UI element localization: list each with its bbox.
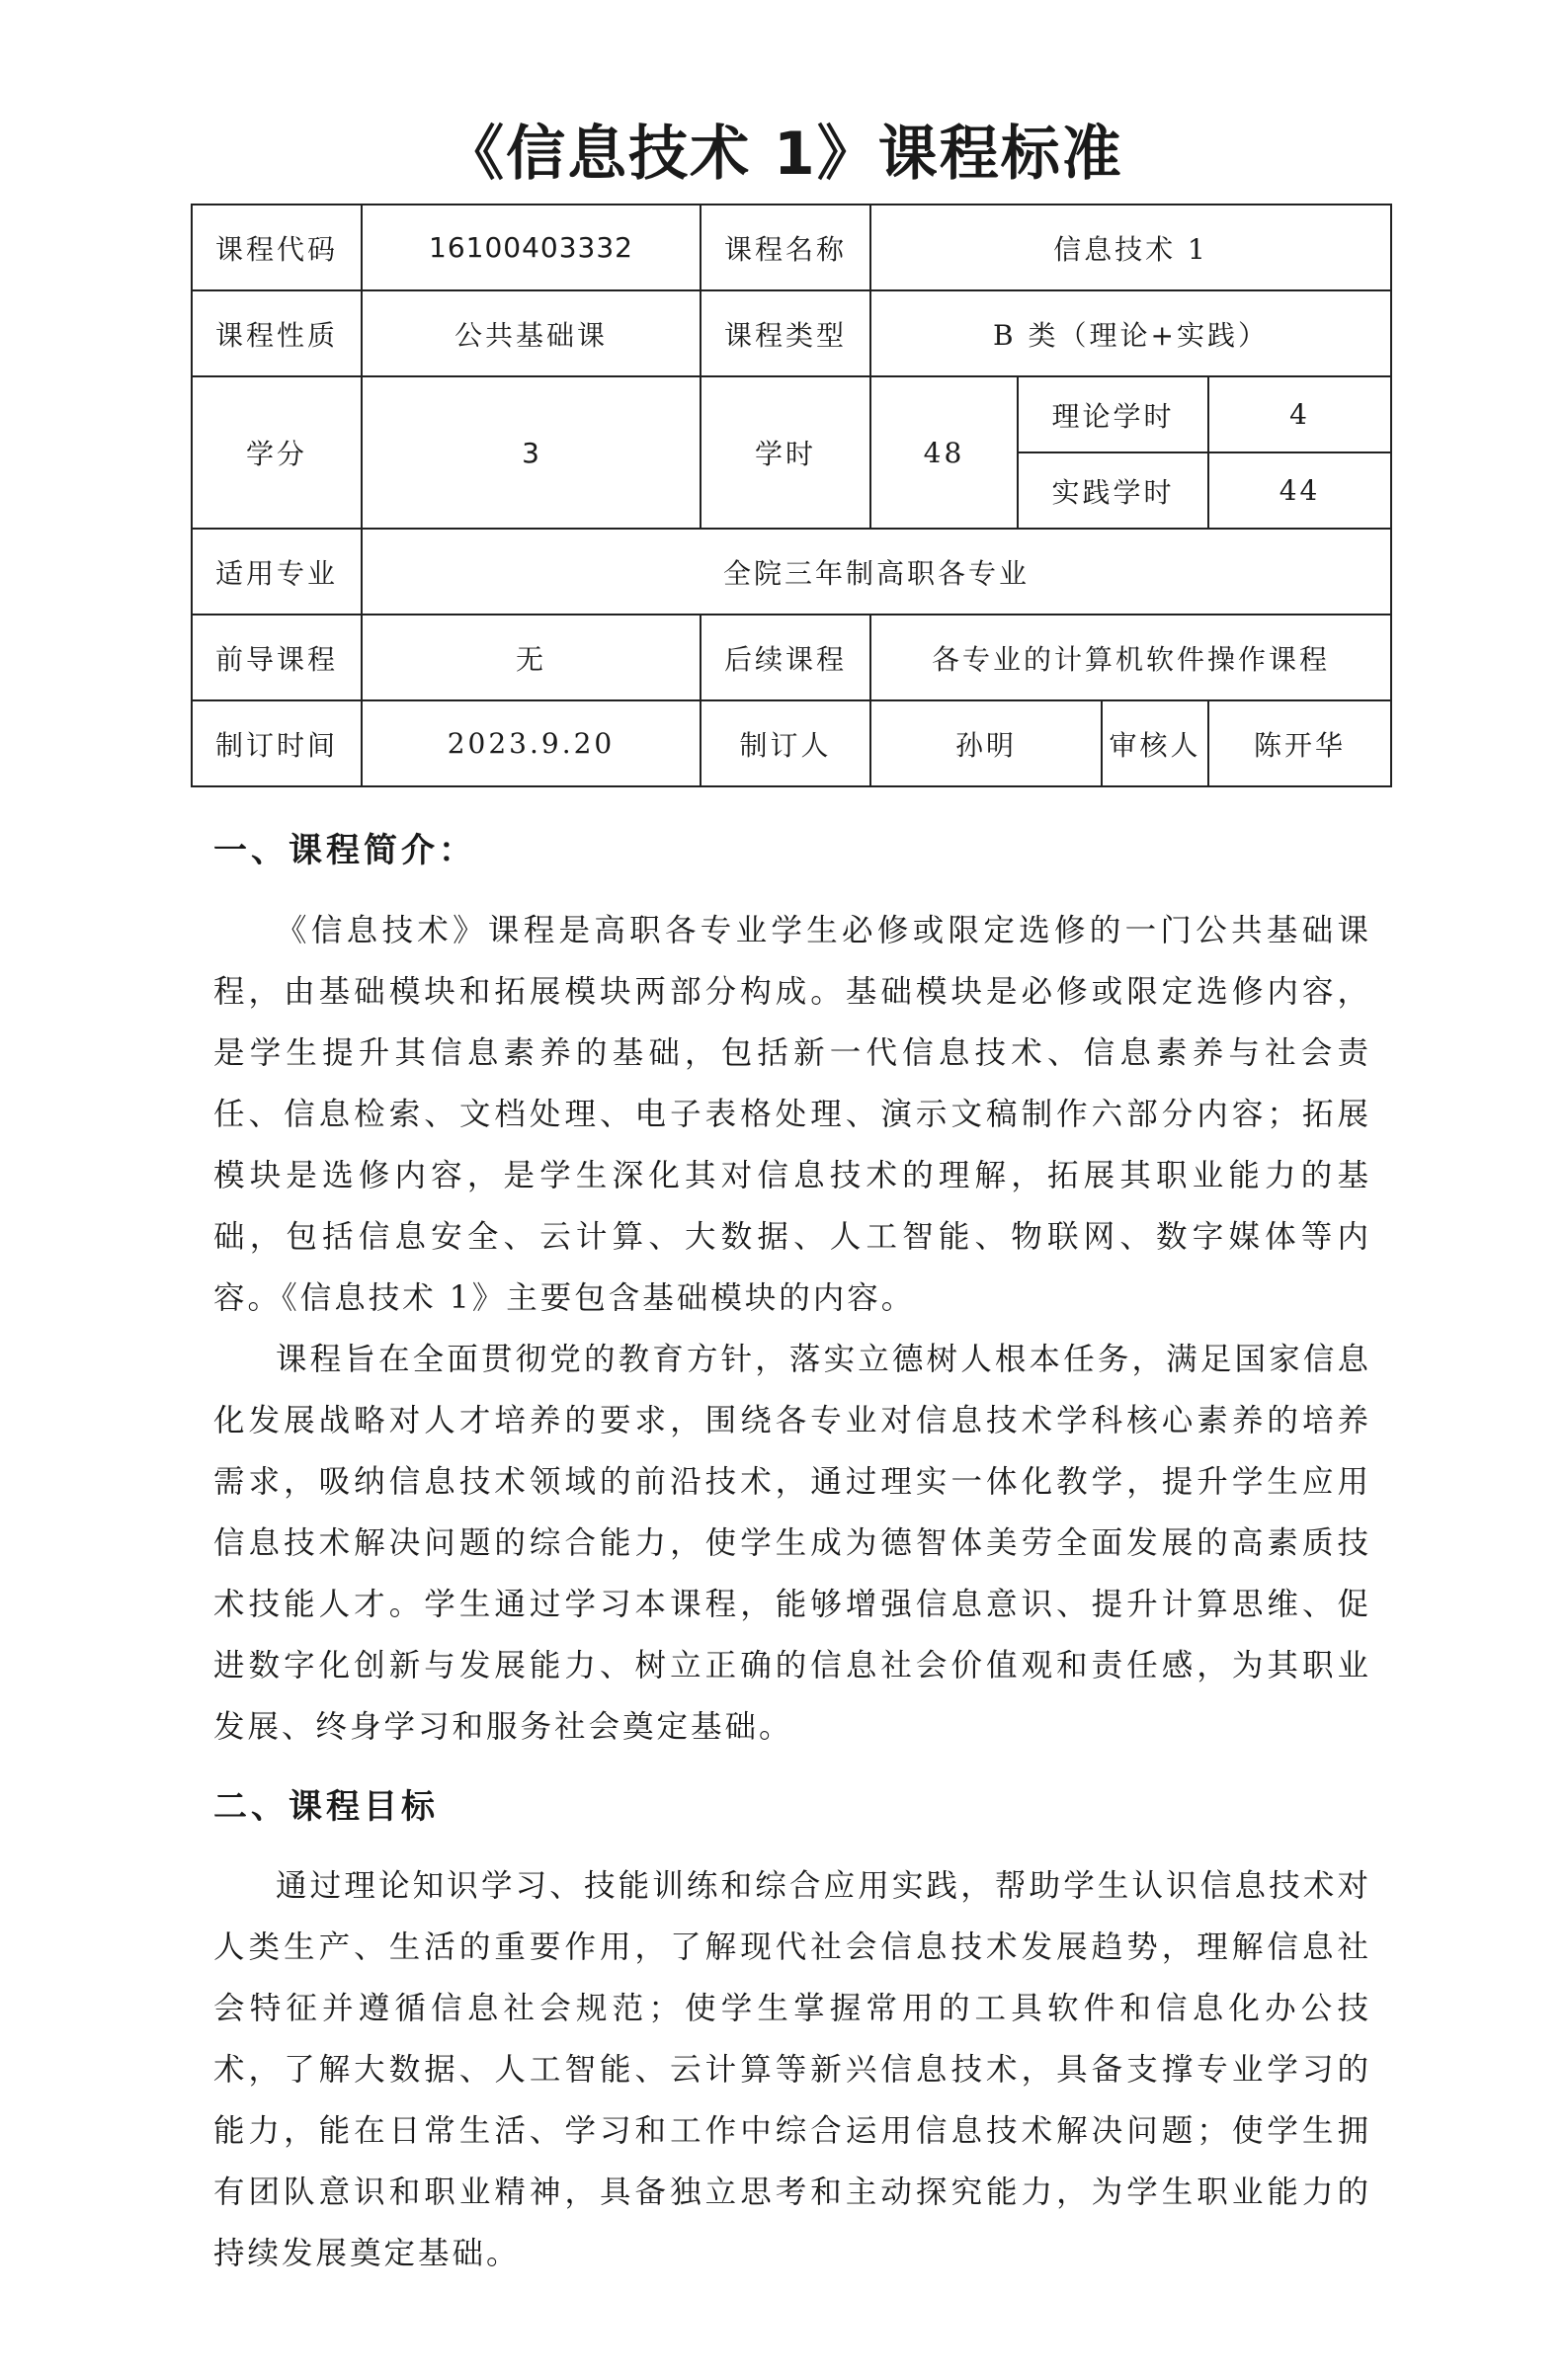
theory-hours-value: 4 bbox=[1208, 376, 1391, 452]
table-row bbox=[192, 205, 1391, 290]
course-info-table bbox=[191, 204, 1392, 787]
course-code-label: 课程代码 bbox=[192, 205, 362, 290]
course-type-value: B 类（理论+实践） bbox=[870, 290, 1391, 376]
credit-value: 3 bbox=[362, 376, 701, 529]
prereq-label: 前导课程 bbox=[192, 615, 362, 700]
date-value: 2023.9.20 bbox=[362, 700, 701, 786]
table-row bbox=[192, 529, 1391, 615]
course-nature-label: 课程性质 bbox=[192, 290, 362, 376]
intro-paragraph-1: 《信息技术》课程是高职各专业学生必修或限定选修的一门公共基础课程，由基础模块和拓展模块两部分构成。基础模块是必修或限定选修内容，是学生提升其信息素养的基础，包括新一代信息技术、信息素养与社会责任、信息检索、文档处理、电子表格处理、演示文稿制作六部分内容；拓展模块是选修内容，是学生深化其对信息技术的理解，拓展其职业能力的基础，包括信息安全、云计算、大数据、人工智能、物联网、数字媒体等内容。《信息技术 1》主要包含基础模块的内容。 bbox=[213, 913, 1371, 1316]
author-value: 孙明 bbox=[870, 700, 1102, 786]
course-nature-value: 公共基础课 bbox=[362, 290, 701, 376]
course-name-value: 信息技术 1 bbox=[870, 205, 1391, 290]
major-value: 全院三年制高职各专业 bbox=[362, 529, 1391, 615]
prereq-value: 无 bbox=[362, 615, 701, 700]
section-heading-intro: 一、课程简介： bbox=[213, 831, 476, 870]
credit-label: 学分 bbox=[192, 376, 362, 529]
course-type-label: 课程类型 bbox=[701, 290, 870, 376]
practice-hours-value: 44 bbox=[1208, 452, 1391, 529]
followup-label: 后续课程 bbox=[701, 615, 870, 700]
intro-paragraph-2: 课程旨在全面贯彻党的教育方针，落实立德树人根本任务，满足国家信息化发展战略对人才培养的要求，围绕各专业对信息技术学科核心素养的培养需求，吸纳信息技术领域的前沿技术，通过理实一体化教学，提升学生应用信息技术解决问题的综合能力，使学生成为德智体美劳全面发展的高素质技术技能人才。学生通过学习本课程，能够增强信息意识、提升计算思维、促进数字化创新与发展能力、树立正确的信息社会价值观和责任感，为其职业发展、终身学习和服务社会奠定基础。 bbox=[213, 1342, 1371, 1745]
hours-label: 学时 bbox=[701, 376, 870, 529]
date-label: 制订时间 bbox=[192, 700, 362, 786]
practice-hours-label: 实践学时 bbox=[1018, 452, 1208, 529]
table-row bbox=[192, 700, 1391, 786]
followup-value: 各专业的计算机软件操作课程 bbox=[870, 615, 1391, 700]
major-label: 适用专业 bbox=[192, 529, 362, 615]
reviewer-value: 陈开华 bbox=[1208, 700, 1391, 786]
course-name-label: 课程名称 bbox=[701, 205, 870, 290]
section-heading-objectives: 二、课程目标 bbox=[213, 1787, 439, 1827]
hours-value: 48 bbox=[870, 376, 1018, 529]
table-row bbox=[192, 376, 1391, 452]
table-row bbox=[192, 615, 1391, 700]
reviewer-label: 审核人 bbox=[1102, 700, 1208, 786]
theory-hours-label: 理论学时 bbox=[1018, 376, 1208, 452]
author-label: 制订人 bbox=[701, 700, 870, 786]
table-row bbox=[192, 290, 1391, 376]
page-title: 《信息技术 1》课程标准 bbox=[445, 120, 1123, 189]
course-code-value: 16100403332 bbox=[362, 205, 701, 290]
objectives-paragraph-1: 通过理论知识学习、技能训练和综合应用实践，帮助学生认识信息技术对人类生产、生活的重要作用，了解现代社会信息技术发展趋势，理解信息社会特征并遵循信息社会规范；使学生掌握常用的工具软件和信息化办公技术，了解大数据、人工智能、云计算等新兴信息技术，具备支撑专业学习的能力，能在日常生活、学习和工作中综合运用信息技术解决问题；使学生拥有团队意识和职业精神，具备独立思考和主动探究能力，为学生职业能力的持续发展奠定基础。 bbox=[213, 1868, 1371, 2271]
